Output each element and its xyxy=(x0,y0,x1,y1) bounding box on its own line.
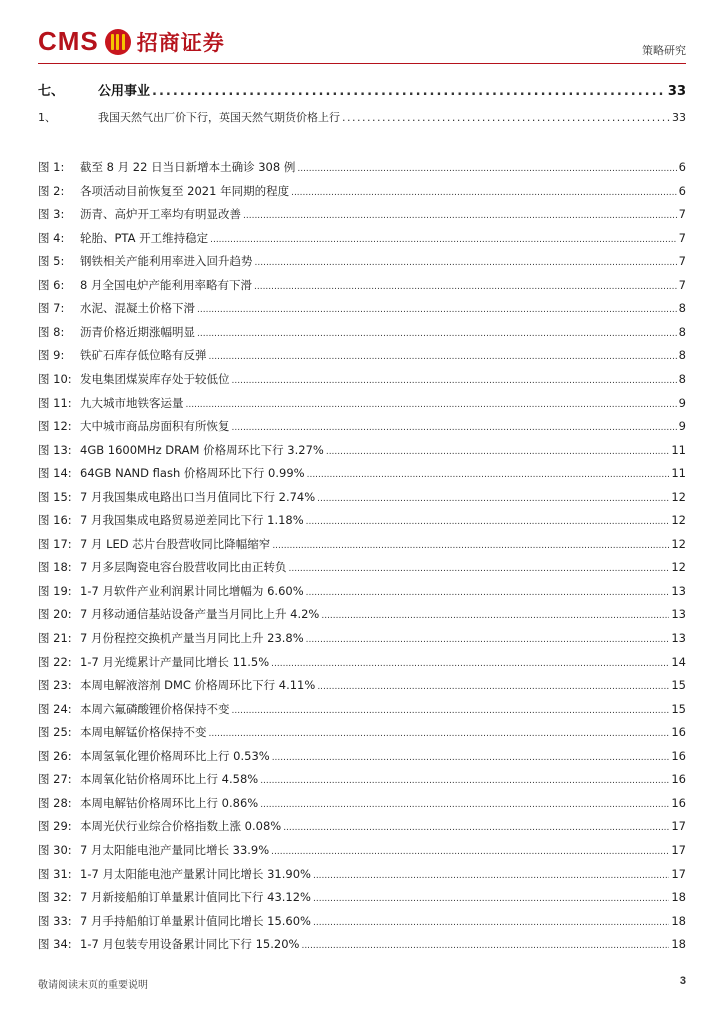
dot-leader xyxy=(210,235,677,245)
toc-figure-entry[interactable] xyxy=(38,936,686,952)
entry-title: 7 月新接船舶订单量累计值同比下行 43.12% xyxy=(80,890,311,905)
entry-title: 钢铁相关产能利用率进入回升趋势 xyxy=(80,254,253,269)
entry-number: 图 15: xyxy=(38,489,72,504)
toc-figure-entry[interactable] xyxy=(38,277,686,293)
entry-number: 图 16: xyxy=(38,513,72,528)
entry-number: 图 22: xyxy=(38,654,72,669)
entry-number: 1、 xyxy=(38,111,56,124)
entry-number: 图 27: xyxy=(38,772,72,787)
dot-leader xyxy=(197,305,677,315)
entry-title: 铁矿石库存低位略有反弹 xyxy=(80,348,207,363)
dot-leader xyxy=(321,611,669,621)
entry-title: 8 月全国电炉产能利用率略有下滑 xyxy=(80,277,252,292)
entry-title: 发电集团煤炭库存处于较低位 xyxy=(80,371,230,386)
entry-number: 图 20: xyxy=(38,607,72,622)
entry-number: 图 19: xyxy=(38,583,72,598)
dot-leader xyxy=(254,282,677,292)
entry-number: 图 33: xyxy=(38,913,72,928)
toc-figure-entry[interactable] xyxy=(38,536,686,552)
entry-page-number: 14 xyxy=(671,654,686,669)
toc-figure-entry[interactable] xyxy=(38,512,686,528)
dot-leader xyxy=(326,447,670,457)
toc-figure-entry[interactable] xyxy=(38,465,686,481)
entry-page-number: 12 xyxy=(671,560,686,575)
entry-page-number: 12 xyxy=(671,536,686,551)
entry-number: 图 4: xyxy=(38,230,65,245)
entry-page-number: 12 xyxy=(671,489,686,504)
entry-page-number: 17 xyxy=(671,842,686,857)
toc-figure-entry[interactable] xyxy=(38,159,686,175)
dot-leader xyxy=(260,776,669,786)
dot-leader xyxy=(297,164,676,174)
entry-title: 大中城市商品房面积有所恢复 xyxy=(80,419,230,434)
entry-page-number: 18 xyxy=(671,890,686,905)
entry-title: 本周六氟磷酸锂价格保持不变 xyxy=(80,701,230,716)
toc-figure-entry[interactable] xyxy=(38,371,686,387)
toc-figure-entry[interactable] xyxy=(38,395,686,411)
toc-figure-entry[interactable] xyxy=(38,630,686,646)
entry-number: 图 21: xyxy=(38,631,72,645)
entry-page-number: 16 xyxy=(671,748,686,763)
toc-figure-entry[interactable] xyxy=(38,701,686,717)
entry-title: 1-7 月光缆累计产量同比增长 11.5% xyxy=(80,654,270,669)
entry-number: 图 6: xyxy=(38,277,65,292)
dot-leader xyxy=(307,470,670,480)
entry-page-number: 6 xyxy=(678,160,686,174)
entry-page-number: 33 xyxy=(672,111,686,124)
entry-title: 本周电解液溶剂 DMC 价格周环比下行 4.11% xyxy=(80,678,316,693)
dot-leader xyxy=(271,659,669,669)
entry-page-number: 8 xyxy=(678,348,686,363)
entry-page-number: 13 xyxy=(671,631,686,645)
toc-figure-entry[interactable] xyxy=(38,324,686,340)
entry-page-number: 8 xyxy=(678,324,686,339)
entry-title: 7 月移动通信基站设备产量当月同比上升 4.2% xyxy=(80,607,320,622)
toc-figure-entry[interactable] xyxy=(38,889,686,905)
toc-figure-entry[interactable] xyxy=(38,818,686,834)
dot-leader xyxy=(342,111,670,124)
dot-leader xyxy=(313,871,669,881)
entry-title: 各项活动目前恢复至 2021 年同期的程度 xyxy=(80,183,290,198)
entry-number: 图 24: xyxy=(38,701,72,716)
entry-page-number: 15 xyxy=(671,701,686,716)
entry-page-number: 18 xyxy=(671,937,686,952)
dot-leader xyxy=(272,541,669,551)
entry-page-number: 18 xyxy=(671,913,686,928)
entry-page-number: 7 xyxy=(678,254,686,269)
dot-leader xyxy=(152,84,666,99)
entry-title: 7 月份程控交换机产量当月同比上升 23.8% xyxy=(80,631,304,645)
toc-figure-entry[interactable] xyxy=(38,606,686,622)
entry-title: 4GB 1600MHz DRAM 价格周环比下行 3.27% xyxy=(80,442,324,457)
entry-number: 图 14: xyxy=(38,466,72,481)
entry-number: 图 30: xyxy=(38,842,72,857)
entry-number: 图 29: xyxy=(38,819,72,834)
entry-page-number: 6 xyxy=(678,183,686,198)
dot-leader xyxy=(232,376,677,386)
toc-figure-entry[interactable] xyxy=(38,442,686,458)
entry-title: 本周氧化钴价格周环比上行 4.58% xyxy=(80,772,259,787)
entry-page-number: 9 xyxy=(678,419,686,434)
dot-leader xyxy=(317,494,669,504)
entry-page-number: 11 xyxy=(671,442,686,457)
toc-figure-entry[interactable] xyxy=(38,583,686,599)
entry-page-number: 8 xyxy=(678,301,686,316)
entry-page-number: 13 xyxy=(671,583,686,598)
entry-number: 图 7: xyxy=(38,301,65,316)
toc-chapter-entry[interactable] xyxy=(38,80,686,99)
entry-page-number: 16 xyxy=(671,795,686,810)
dot-leader xyxy=(301,941,669,951)
entry-title: 7 月我国集成电路出口当月值同比下行 2.74% xyxy=(80,489,316,504)
dot-leader xyxy=(255,258,677,268)
dot-leader xyxy=(306,588,670,598)
toc-figure-entry[interactable] xyxy=(38,654,686,670)
disclaimer-note: 敬请阅读末页的重要说明 xyxy=(38,980,148,991)
entry-title: 截至 8 月 22 日当日新增本土确诊 308 例 xyxy=(80,160,296,174)
toc-figure-entry[interactable] xyxy=(38,913,686,929)
entry-number: 图 12: xyxy=(38,419,72,434)
toc-figure-entry[interactable] xyxy=(38,559,686,575)
entry-number: 图 32: xyxy=(38,890,72,905)
page-number: 3 xyxy=(679,975,686,987)
entry-title: 1-7 月软件产业利润累计同比增幅为 6.60% xyxy=(80,583,304,598)
entry-number: 图 5: xyxy=(38,254,65,269)
entry-number: 图 23: xyxy=(38,678,72,693)
entry-number: 图 28: xyxy=(38,795,72,810)
entry-title: 7 月多层陶瓷电容台股营收同比由正转负 xyxy=(80,560,287,575)
toc-figure-entry[interactable] xyxy=(38,418,686,434)
entry-title: 1-7 月太阳能电池产量累计同比增长 31.90% xyxy=(80,866,311,881)
entry-page-number: 13 xyxy=(671,607,686,622)
entry-title: 沥青、高炉开工率均有明显改善 xyxy=(80,207,241,222)
table-of-contents xyxy=(38,0,686,1024)
entry-page-number: 16 xyxy=(671,772,686,787)
toc-figure-entry[interactable] xyxy=(38,866,686,882)
entry-page-number: 15 xyxy=(671,678,686,693)
dot-leader xyxy=(306,635,670,645)
toc-section-entry[interactable] xyxy=(38,109,686,125)
entry-title: 1-7 月包装专用设备累计同比下行 15.20% xyxy=(80,937,300,952)
entry-title: 7 月太阳能电池产量同比增长 33.9% xyxy=(80,842,270,857)
entry-page-number: 7 xyxy=(678,207,686,222)
entry-number: 图 9: xyxy=(38,348,65,363)
entry-number: 图 17: xyxy=(38,536,72,551)
toc-figure-entry[interactable] xyxy=(38,253,686,269)
entry-number: 图 13: xyxy=(38,442,72,457)
dot-leader xyxy=(313,918,669,928)
dot-leader xyxy=(243,211,677,221)
toc-figure-entry[interactable] xyxy=(38,300,686,316)
logo-text: CMS xyxy=(38,26,99,56)
logo-company-name: 招商证券 xyxy=(136,30,225,55)
dot-leader xyxy=(232,706,670,716)
entry-number: 七、 xyxy=(38,84,65,99)
entry-title: 我国天然气出厂价下行，英国天然气期货价格上行 xyxy=(98,111,340,124)
entry-title: 轮胎、PTA 开工维持稳定 xyxy=(80,230,209,245)
entry-title: 64GB NAND flash 价格周环比下行 0.99% xyxy=(80,466,305,481)
entry-title: 公用事业 xyxy=(98,84,151,99)
dot-leader xyxy=(271,847,669,857)
dot-leader xyxy=(209,729,670,739)
entry-title: 本周电解锰价格保持不变 xyxy=(80,725,207,740)
entry-title: 沥青价格近期涨幅明显 xyxy=(80,324,195,339)
toc-figure-entry[interactable] xyxy=(38,795,686,811)
entry-page-number: 17 xyxy=(671,819,686,834)
dot-leader xyxy=(306,517,670,527)
toc-figure-entry[interactable] xyxy=(38,206,686,222)
dot-leader xyxy=(283,823,669,833)
toc-figure-entry[interactable] xyxy=(38,489,686,505)
entry-title: 本周光伏行业综合价格指数上涨 0.08% xyxy=(80,819,282,834)
toc-figure-entry[interactable] xyxy=(38,677,686,693)
dot-leader xyxy=(313,894,669,904)
entry-title: 九大城市地铁客运量 xyxy=(80,395,184,410)
dot-leader xyxy=(232,423,677,433)
entry-number: 图 10: xyxy=(38,371,72,386)
entry-page-number: 7 xyxy=(678,230,686,245)
entry-number: 图 18: xyxy=(38,560,72,575)
entry-number: 图 11: xyxy=(38,395,72,410)
toc-figure-entry[interactable] xyxy=(38,724,686,740)
entry-title: 7 月我国集成电路贸易逆差同比下行 1.18% xyxy=(80,513,304,528)
entry-title: 7 月手持船舶订单量累计值同比增长 15.60% xyxy=(80,913,311,928)
dot-leader xyxy=(209,352,677,362)
entry-number: 图 2: xyxy=(38,183,65,198)
entry-number: 图 1: xyxy=(38,160,65,174)
entry-page-number: 11 xyxy=(671,466,686,481)
entry-page-number: 33 xyxy=(667,84,686,99)
section-label: 策略研究 xyxy=(642,44,686,57)
entry-page-number: 7 xyxy=(678,277,686,292)
entry-page-number: 8 xyxy=(678,371,686,386)
toc-figure-entry[interactable] xyxy=(38,771,686,787)
entry-title: 水泥、混凝土价格下滑 xyxy=(80,301,195,316)
dot-leader xyxy=(317,682,669,692)
toc-figure-entry[interactable] xyxy=(38,842,686,858)
entry-number: 图 8: xyxy=(38,324,65,339)
dot-leader xyxy=(272,753,670,763)
entry-page-number: 17 xyxy=(671,866,686,881)
toc-figure-entry[interactable] xyxy=(38,183,686,199)
dot-leader xyxy=(197,329,677,339)
entry-title: 本周电解钴价格周环比上行 0.86% xyxy=(80,795,259,810)
entry-title: 本周氢氧化锂价格周环比上行 0.53% xyxy=(80,748,270,763)
entry-page-number: 12 xyxy=(671,513,686,528)
entry-number: 图 26: xyxy=(38,748,72,763)
dot-leader xyxy=(260,800,669,810)
entry-number: 图 25: xyxy=(38,725,72,740)
dot-leader xyxy=(288,564,669,574)
dot-leader xyxy=(291,188,677,198)
entry-number: 图 34: xyxy=(38,937,72,952)
toc-figure-entry[interactable] xyxy=(38,347,686,363)
toc-figure-entry[interactable] xyxy=(38,230,686,246)
entry-page-number: 16 xyxy=(671,725,686,740)
dot-leader xyxy=(186,400,677,410)
entry-title: 7 月 LED 芯片台股营收同比降幅缩窄 xyxy=(80,536,271,551)
toc-figure-entry[interactable] xyxy=(38,748,686,764)
entry-page-number: 9 xyxy=(678,395,686,410)
entry-number: 图 3: xyxy=(38,207,65,222)
entry-number: 图 31: xyxy=(38,866,72,881)
